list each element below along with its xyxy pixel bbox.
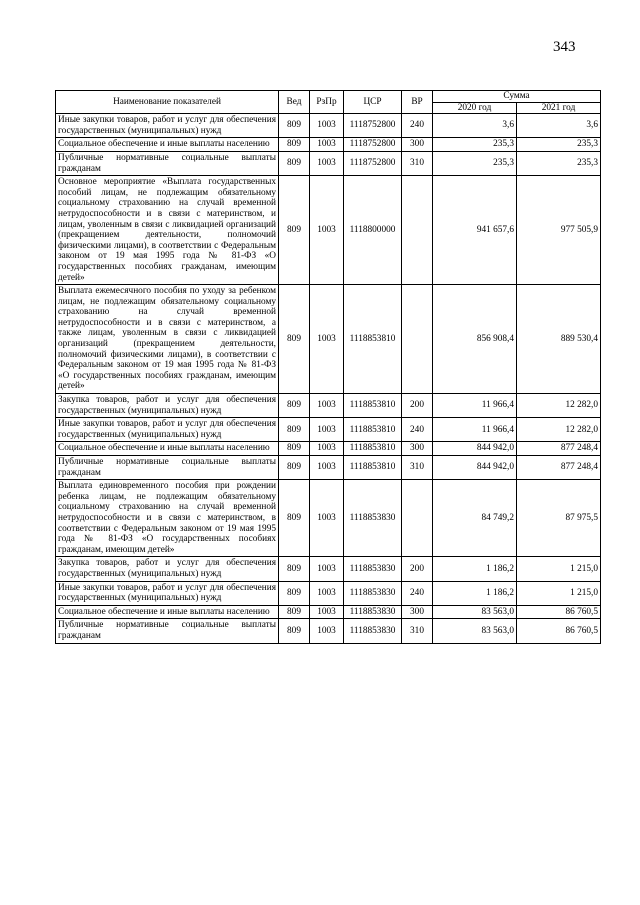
cell-vr: 300 [402,442,433,456]
cell-sum-2020: 844 942,0 [433,442,517,456]
cell-csr: 1118752800 [344,114,402,138]
cell-sum-2021: 86 760,5 [517,619,601,643]
cell-sum-2020: 856 908,4 [433,285,517,394]
cell-name: Публичные нормативные социальные выплаты гражданам [56,456,279,480]
cell-csr: 1118853810 [344,285,402,394]
cell-name: Иные закупки товаров, работ и услуг для обеспечения государственных (муниципальных) нужд [56,418,279,442]
table-row [56,557,601,581]
cell-sum-2021: 12 282,0 [517,418,601,442]
table-row [56,418,601,442]
table-row [56,456,601,480]
table-row [56,394,601,418]
cell-csr: 1118853830 [344,480,402,557]
table-body [56,114,601,643]
header-ved: Вед [279,91,310,114]
cell-sum-2021: 977 505,9 [517,176,601,285]
cell-rzpr: 1003 [310,114,344,138]
cell-rzpr: 1003 [310,605,344,619]
cell-sum-2020: 3,6 [433,114,517,138]
cell-name: Иные закупки товаров, работ и услуг для обеспечения государственных (муниципальных) нужд [56,114,279,138]
cell-rzpr: 1003 [310,557,344,581]
cell-vr: 310 [402,456,433,480]
cell-ved: 809 [279,114,310,138]
header-sum: Сумма [433,91,601,103]
table-row [56,114,601,138]
table-row [56,480,601,557]
cell-sum-2021: 87 975,5 [517,480,601,557]
cell-rzpr: 1003 [310,456,344,480]
cell-name: Публичные нормативные социальные выплаты гражданам [56,151,279,175]
cell-csr: 1118853810 [344,394,402,418]
cell-ved: 809 [279,605,310,619]
cell-ved: 809 [279,557,310,581]
cell-rzpr: 1003 [310,394,344,418]
cell-vr: 240 [402,581,433,605]
cell-sum-2021: 86 760,5 [517,605,601,619]
cell-ved: 809 [279,456,310,480]
header-year-2020: 2020 год [433,102,517,114]
cell-ved: 809 [279,619,310,643]
cell-sum-2021: 235,3 [517,151,601,175]
table-row [56,138,601,152]
cell-rzpr: 1003 [310,619,344,643]
cell-rzpr: 1003 [310,285,344,394]
table-row [56,605,601,619]
cell-rzpr: 1003 [310,442,344,456]
cell-vr [402,480,433,557]
cell-sum-2021: 1 215,0 [517,557,601,581]
cell-ved: 809 [279,442,310,456]
cell-ved: 809 [279,176,310,285]
cell-csr: 1118853830 [344,557,402,581]
cell-vr: 240 [402,114,433,138]
cell-sum-2020: 235,3 [433,151,517,175]
cell-name: Закупка товаров, работ и услуг для обеспечения государственных (муниципальных) нужд [56,394,279,418]
header-csr: ЦСР [344,91,402,114]
cell-name: Выплата единовременного пособия при рождении ребенка лицам, не подлежащим обязательному социальному страхованию на случай временной нетрудоспособности и в связи с материнством, в соответствии с Федеральным законом от 19 мая 1995 года № 81-ФЗ «О государственных пособиях гражданам, имеющим детей» [56,480,279,557]
cell-name: Социальное обеспечение и иные выплаты населению [56,138,279,152]
cell-name: Иные закупки товаров, работ и услуг для обеспечения государственных (муниципальных) нужд [56,581,279,605]
cell-sum-2020: 235,3 [433,138,517,152]
cell-rzpr: 1003 [310,138,344,152]
cell-vr: 310 [402,619,433,643]
cell-sum-2021: 12 282,0 [517,394,601,418]
cell-name: Социальное обеспечение и иные выплаты населению [56,605,279,619]
cell-csr: 1118853830 [344,605,402,619]
cell-sum-2021: 889 530,4 [517,285,601,394]
cell-vr: 200 [402,394,433,418]
table-row [56,285,601,394]
cell-vr: 200 [402,557,433,581]
cell-name: Закупка товаров, работ и услуг для обеспечения государственных (муниципальных) нужд [56,557,279,581]
cell-sum-2021: 877 248,4 [517,442,601,456]
cell-sum-2020: 83 563,0 [433,605,517,619]
cell-ved: 809 [279,151,310,175]
cell-sum-2020: 941 657,6 [433,176,517,285]
header-name: Наименование показателей [56,91,279,114]
cell-ved: 809 [279,394,310,418]
table-header-row [56,91,601,103]
table-row [56,581,601,605]
cell-csr: 1118853830 [344,581,402,605]
cell-rzpr: 1003 [310,176,344,285]
cell-ved: 809 [279,418,310,442]
cell-sum-2020: 11 966,4 [433,418,517,442]
cell-csr: 1118853810 [344,456,402,480]
cell-vr: 240 [402,418,433,442]
cell-csr: 1118800000 [344,176,402,285]
cell-sum-2020: 84 749,2 [433,480,517,557]
cell-sum-2021: 1 215,0 [517,581,601,605]
cell-rzpr: 1003 [310,581,344,605]
cell-sum-2020: 1 186,2 [433,581,517,605]
cell-csr: 1118853830 [344,619,402,643]
header-year-2021: 2021 год [517,102,601,114]
cell-ved: 809 [279,581,310,605]
table-row [56,176,601,285]
cell-csr: 1118752800 [344,138,402,152]
cell-vr: 300 [402,138,433,152]
page-number: 343 [553,39,576,55]
table-row [56,619,601,643]
cell-rzpr: 1003 [310,151,344,175]
cell-vr [402,176,433,285]
cell-sum-2021: 3,6 [517,114,601,138]
cell-rzpr: 1003 [310,480,344,557]
cell-csr: 1118853810 [344,442,402,456]
cell-sum-2021: 877 248,4 [517,456,601,480]
cell-csr: 1118853810 [344,418,402,442]
cell-ved: 809 [279,285,310,394]
cell-ved: 809 [279,480,310,557]
header-rzpr: РзПр [310,91,344,114]
cell-vr: 300 [402,605,433,619]
cell-name: Выплата ежемесячного пособия по уходу за ребенком лицам, не подлежащим обязательному социальному страхованию на случай временной нетрудоспособности и в связи с материнством, а также лицам, уволенным в связи с ликвидацией организаций (прекращением деятельности, полномочий физическими лицами), в соответствии с Федеральным законом от 19 мая 1995 года № 81-ФЗ «О государственных пособиях гражданам, имеющим детей» [56,285,279,394]
cell-name: Публичные нормативные социальные выплаты гражданам [56,619,279,643]
cell-ved: 809 [279,138,310,152]
cell-sum-2020: 844 942,0 [433,456,517,480]
cell-sum-2020: 1 186,2 [433,557,517,581]
cell-name: Социальное обеспечение и иные выплаты населению [56,442,279,456]
cell-sum-2020: 11 966,4 [433,394,517,418]
cell-rzpr: 1003 [310,418,344,442]
cell-vr [402,285,433,394]
table-row [56,151,601,175]
budget-table [55,90,601,644]
cell-sum-2021: 235,3 [517,138,601,152]
cell-vr: 310 [402,151,433,175]
cell-csr: 1118752800 [344,151,402,175]
header-vr: ВР [402,91,433,114]
cell-sum-2020: 83 563,0 [433,619,517,643]
cell-name: Основное мероприятие «Выплата государственных пособий лицам, не подлежащим обязательному социальному страхованию на случай временной нетрудоспособности и в связи с материнством, и лицам, уволенным в связи с ликвидацией организаций (прекращением деятельности, полномочий физическими лицами), в соответствии с Федеральным законом от 19 мая 1995 года № 81-ФЗ «О государственных пособиях гражданам, имеющим детей» [56,176,279,285]
table-row [56,442,601,456]
